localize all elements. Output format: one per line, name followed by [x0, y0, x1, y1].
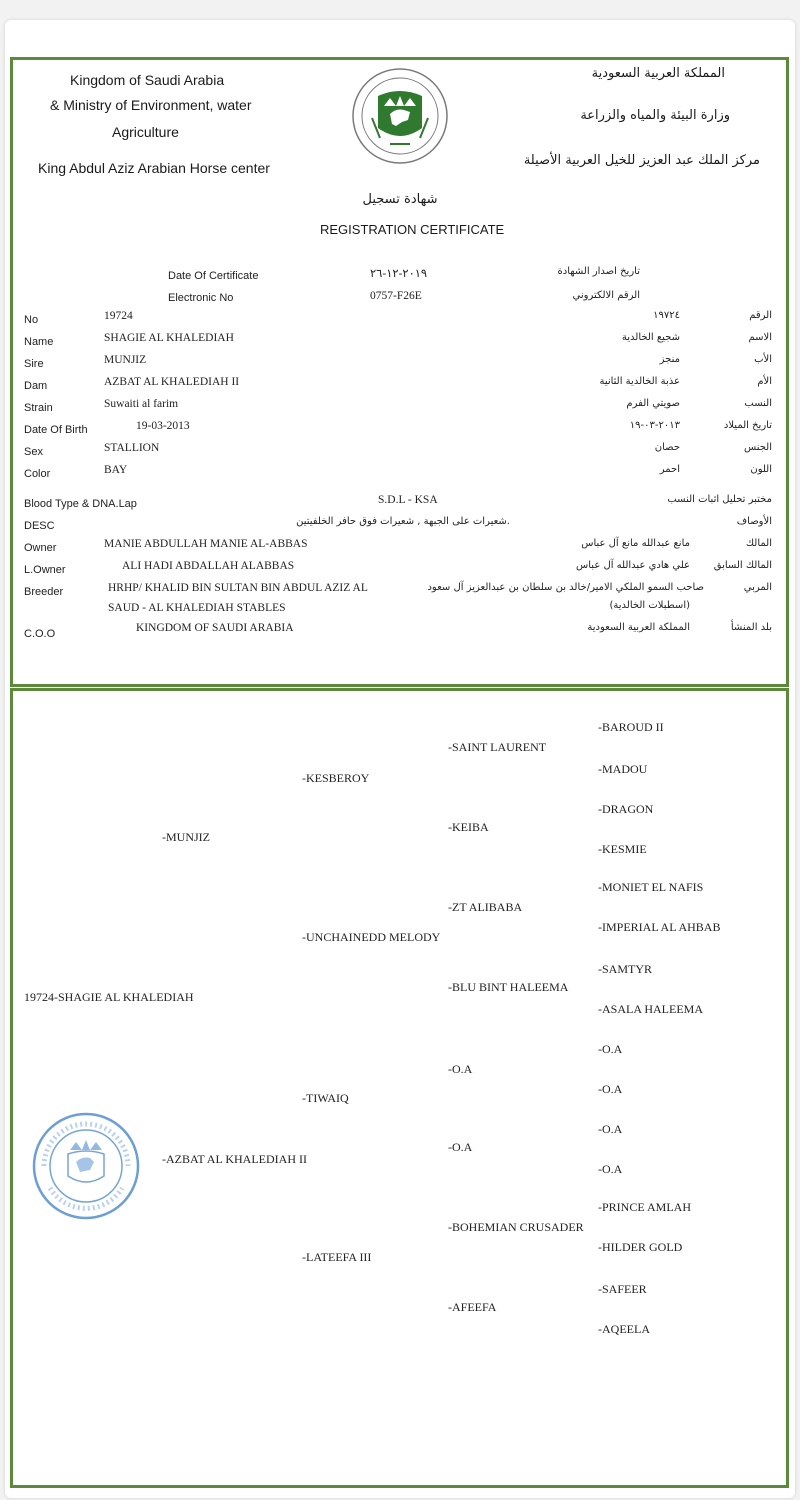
name-label-ar: الاسم — [748, 332, 772, 343]
title-ar: شهادة تسجيل — [362, 192, 438, 207]
sire-label-ar: الأب — [754, 354, 772, 365]
pedigree-gen3-3: -ZT ALIBABA — [448, 900, 523, 914]
sex-label-ar: الجنس — [743, 442, 772, 453]
pedigree-gen3-5: -O.A — [448, 1062, 473, 1076]
name-value: SHAGIE AL KHALEDIAH — [104, 332, 234, 344]
electronic-label: Electronic No — [168, 292, 234, 304]
dam-label: Dam — [24, 380, 48, 392]
pedigree-dam: -AZBAT AL KHALEDIAH II — [162, 1152, 307, 1166]
header-center: King Abdul Aziz Arabian Horse center — [38, 160, 270, 176]
dob-label-ar: تاريخ الميلاد — [723, 420, 772, 431]
pedigree-gen3-7: -BOHEMIAN CRUSADER — [448, 1220, 584, 1234]
blood-value: S.D.L - KSA — [378, 494, 438, 506]
date-value: ٢٠١٩-١٢-٢٦ — [370, 268, 428, 280]
no-label-ar: الرقم — [749, 310, 772, 321]
color-label-ar: اللون — [750, 464, 772, 475]
color-value-ar: احمر — [659, 464, 680, 475]
breeder-value-2: SAUD - AL KHALEDIAH STABLES — [108, 602, 286, 614]
pedigree-gen4-4: -KESMIE — [598, 842, 647, 856]
pedigree-gen4-8: -ASALA HALEEMA — [598, 1002, 703, 1016]
owner-value: MANIE ABDULLAH MANIE AL-ABBAS — [104, 538, 308, 550]
lowner-value: ALI HADI ABDALLAH ALABBAS — [122, 560, 295, 572]
pedigree-gen4-11: -O.A — [598, 1122, 623, 1136]
pedigree-gen4-15: -SAFEER — [598, 1282, 647, 1296]
dam-value-ar: عذبة الخالدية الثانية — [599, 376, 680, 387]
sex-value: STALLION — [104, 442, 160, 454]
pedigree-horse: 19724-SHAGIE AL KHALEDIAH — [24, 990, 194, 1004]
pedigree-gen2-3: -TIWAIQ — [302, 1091, 349, 1105]
lowner-label-ar: المالك السابق — [713, 560, 772, 571]
pedigree-gen4-7: -SAMTYR — [598, 962, 653, 976]
dam-label-ar: الأم — [757, 376, 772, 387]
sex-label: Sex — [24, 446, 43, 458]
header-kingdom: Kingdom of Saudi Arabia — [70, 72, 225, 88]
header-ministry: & Ministry of Environment, water — [50, 97, 252, 113]
register-stamp — [30, 1110, 142, 1222]
pedigree-gen4-3: -DRAGON — [598, 802, 654, 816]
breeder-value-1: HRHP/ KHALID BIN SULTAN BIN ABDUL AZIZ AL — [108, 582, 368, 594]
header-kingdom-ar: المملكة العربية السعودية — [591, 66, 725, 81]
pedigree-gen2-4: -LATEEFA III — [302, 1250, 372, 1264]
electronic-value: 0757-F26E — [370, 290, 422, 302]
sire-value-ar: منجز — [659, 354, 680, 365]
electronic-label-ar: الرقم الالكتروني — [572, 290, 640, 301]
pedigree-gen4-10: -O.A — [598, 1082, 623, 1096]
blood-label-ar: مختبر تحليل اثبات النسب — [667, 494, 772, 505]
pedigree-sire: -MUNJIZ — [162, 830, 210, 844]
pedigree-gen4-6: -IMPERIAL AL AHBAB — [598, 920, 721, 934]
strain-label-ar: النسب — [744, 398, 772, 409]
pedigree-frame — [10, 688, 789, 1488]
pedigree-gen2-2: -UNCHAINEDD MELODY — [302, 930, 441, 944]
coo-label-ar: بلد المنشأ — [730, 622, 772, 633]
dob-label: Date Of Birth — [24, 424, 88, 436]
breeder-value-ar-2: (اسطبلات الخالدية) — [609, 600, 690, 611]
no-value-ar: ١٩٧٢٤ — [653, 310, 680, 321]
owner-label-ar: المالك — [745, 538, 772, 549]
coo-value-ar: المملكة العربية السعودية — [587, 622, 690, 633]
owner-label: Owner — [24, 542, 57, 554]
desc-label-ar: الأوصاف — [736, 516, 772, 527]
pedigree-gen4-1: -BAROUD II — [598, 720, 664, 734]
desc-label: DESC — [24, 520, 55, 532]
pedigree-gen3-1: -SAINT LAURENT — [448, 740, 547, 754]
breeder-label-ar: المربي — [743, 582, 772, 593]
pedigree-gen3-4: -BLU BINT HALEEMA — [448, 980, 569, 994]
name-value-ar: شجيع الخالدية — [621, 332, 680, 343]
strain-label: Strain — [24, 402, 53, 414]
name-label: Name — [24, 336, 54, 348]
strain-value: Suwaiti al farim — [104, 398, 179, 410]
date-label: Date Of Certificate — [168, 270, 259, 282]
sire-value: MUNJIZ — [104, 354, 147, 366]
owner-value-ar: مانع عبدالله مانع آل عباس — [581, 538, 690, 549]
dam-value: AZBAT AL KHALEDIAH II — [104, 376, 240, 388]
no-value: 19724 — [104, 310, 133, 322]
dob-value: 19-03-2013 — [136, 420, 190, 432]
pedigree-gen3-6: -O.A — [448, 1140, 473, 1154]
color-label: Color — [24, 468, 51, 480]
sire-label: Sire — [24, 358, 44, 370]
pedigree-gen4-2: -MADOU — [598, 762, 648, 776]
pedigree-gen4-16: -AQEELA — [598, 1322, 650, 1336]
desc-value-ar: .شعيرات على الجبهة , شعيرات فوق حافر الخلفيتين — [296, 516, 510, 527]
pedigree-gen4-9: -O.A — [598, 1042, 623, 1056]
pedigree-gen4-13: -PRINCE AMLAH — [598, 1200, 692, 1214]
strain-value-ar: صويتي الفرم — [626, 398, 680, 409]
header-ministry-ar: وزارة البيئة والمياه والزراعة — [580, 108, 730, 123]
no-label: No — [24, 314, 39, 326]
pedigree-gen2-1: -KESBEROY — [302, 771, 370, 785]
color-value: BAY — [104, 464, 128, 476]
lowner-value-ar: علي هادي عبدالله آل عباس — [576, 560, 690, 571]
header-center-ar: مركز الملك عبد العزيز للخيل العربية الأصيلة — [523, 153, 760, 168]
lowner-label: L.Owner — [24, 564, 66, 576]
sex-value-ar: حصان — [654, 442, 680, 453]
title-en: REGISTRATION CERTIFICATE — [320, 222, 505, 237]
header-agriculture: Agriculture — [112, 124, 179, 140]
ministry-logo — [350, 66, 450, 166]
breeder-label: Breeder — [24, 586, 64, 598]
pedigree-gen3-8: -AFEEFA — [448, 1300, 497, 1314]
coo-value: KINGDOM OF SAUDI ARABIA — [136, 622, 294, 634]
pedigree-gen3-2: -KEIBA — [448, 820, 489, 834]
pedigree-gen4-12: -O.A — [598, 1162, 623, 1176]
pedigree-gen4-5: -MONIET EL NAFIS — [598, 880, 704, 894]
date-label-ar: تاريخ اصدار الشهادة — [557, 266, 640, 277]
coo-label: C.O.O — [24, 628, 56, 640]
dob-value-ar: ٢٠١٣-٠٣-١٩ — [629, 420, 680, 431]
blood-label: Blood Type & DNA.Lap — [24, 498, 137, 510]
breeder-value-ar-1: صاحب السمو الملكي الامير/خالد بن سلطان بن عبدالعزيز آل سعود — [427, 582, 704, 593]
pedigree-gen4-14: -HILDER GOLD — [598, 1240, 683, 1254]
